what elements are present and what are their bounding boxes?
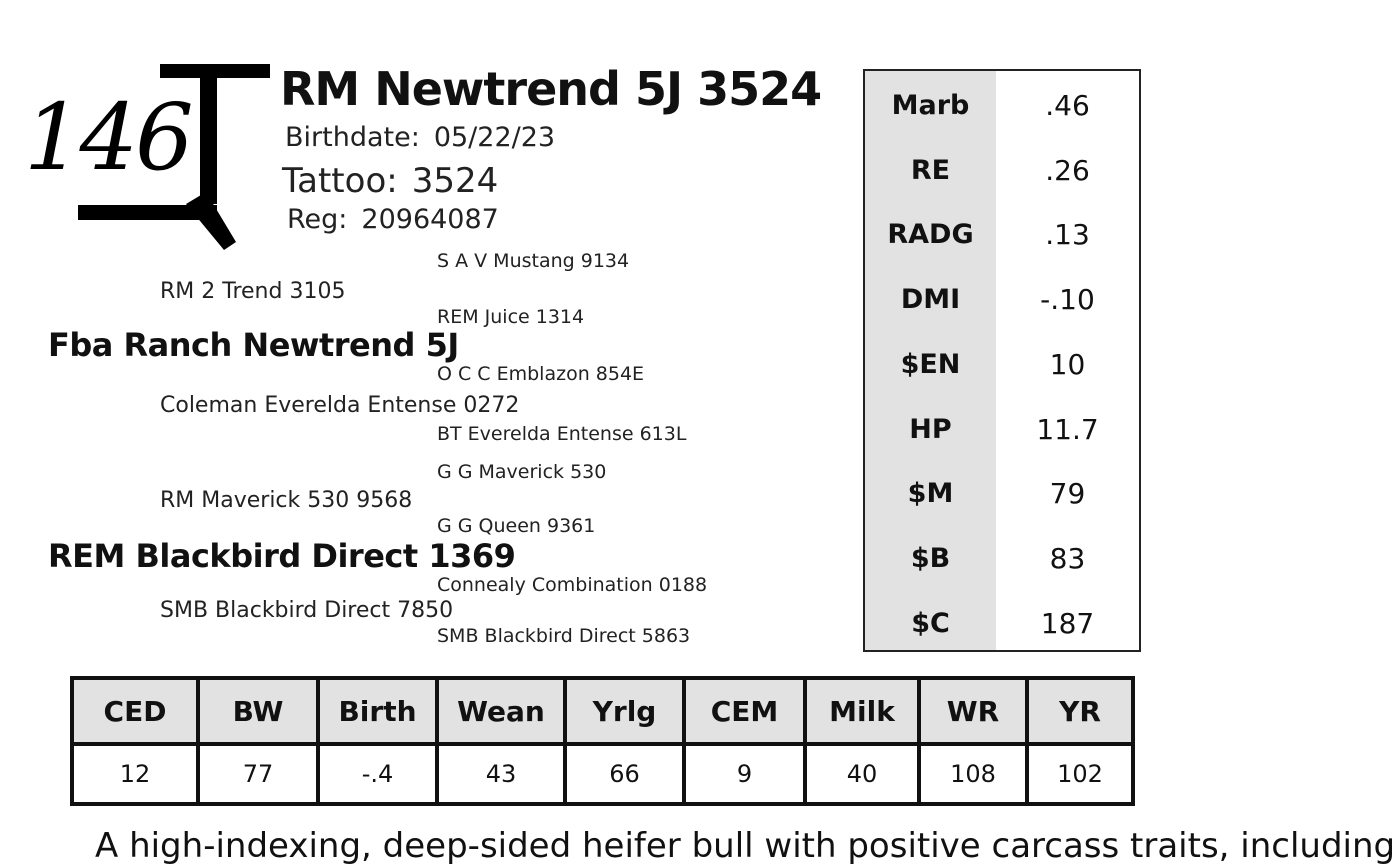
side-epd-row [865,461,1139,526]
tattoo-value: 3524 [411,161,499,201]
animal-name: RM Newtrend 5J 3524 [280,62,822,116]
pedigree-dam-dam-dam: SMB Blackbird Direct 5863 [437,625,691,647]
side-epd-label: HP [909,413,952,445]
side-epd-row [865,138,1139,203]
epd-value-yr: 102 [1027,744,1133,804]
pedigree-sire: Fba Ranch Newtrend 5J [48,326,459,364]
epd-value-milk: 40 [805,744,919,804]
side-epd-row [865,397,1139,462]
side-epd-value: 187 [1040,606,1095,640]
side-epd-row [865,591,1139,656]
epd-header-birth: Birth [318,678,437,744]
side-epd-row [865,202,1139,267]
pedigree-dam-sire-dam: G G Queen 9361 [437,515,596,537]
side-epd-label: RADG [887,218,974,250]
birthdate-label: Birthdate: [285,122,420,153]
epd-value-yrlg: 66 [565,744,684,804]
footer-note: A high-indexing, deep-sided heifer bull with positive carcass traits, including [95,826,1395,866]
side-epd-table [863,69,1141,652]
epd-value-ced: 12 [72,744,198,804]
lot-number: 146 [24,84,191,191]
side-epd-value: -.10 [1040,282,1095,316]
epd-value-wr: 108 [919,744,1027,804]
pedigree-sire-dam: Coleman Everelda Entense 0272 [160,393,520,418]
epd-header-wean: Wean [437,678,565,744]
epd-header-row [72,678,1133,744]
tattoo-label: Tattoo: [282,161,398,201]
side-epd-value: 79 [1049,476,1086,510]
pedigree-dam-dam-sire: Connealy Combination 0188 [437,574,708,596]
side-epd-value: 83 [1049,541,1086,575]
side-epd-row [865,73,1139,138]
side-epd-label: DMI [900,283,961,315]
pedigree-dam: REM Blackbird Direct 1369 [48,537,516,575]
epd-header-yr: YR [1027,678,1133,744]
brand-stem [200,64,217,204]
side-epd-label: $C [911,607,950,639]
side-epd-value: .13 [1045,217,1090,251]
side-epd-value: .46 [1045,88,1090,122]
epd-header-cem: CEM [684,678,805,744]
epd-header-ced: CED [72,678,198,744]
epd-value-birth: -.4 [318,744,437,804]
brand-leg [186,192,236,250]
epd-table [70,676,1135,806]
pedigree-sire-dam-sire: O C C Emblazon 854E [437,363,645,385]
epd-value-row [72,744,1133,804]
pedigree-dam-sire: RM Maverick 530 9568 [160,488,413,513]
side-epd-row [865,526,1139,591]
side-epd-row [865,332,1139,397]
registration-line [287,204,499,235]
side-epd-value: .26 [1045,153,1090,187]
side-epd-label: $EN [900,348,961,380]
birthdate-line [285,122,555,153]
registration-label: Reg: [287,204,348,235]
pedigree-sire-sire: RM 2 Trend 3105 [160,279,346,304]
epd-header-milk: Milk [805,678,919,744]
epd-value-wean: 43 [437,744,565,804]
birthdate-value: 05/22/23 [433,122,556,153]
epd-header-bw: BW [198,678,318,744]
epd-header-yrlg: Yrlg [565,678,684,744]
side-epd-label: $M [907,477,954,509]
pedigree-sire-sire-dam: REM Juice 1314 [437,306,585,328]
epd-header-wr: WR [919,678,1027,744]
tattoo-line [282,161,498,201]
pedigree-dam-sire-sire: G G Maverick 530 [437,461,607,483]
epd-value-bw: 77 [198,744,318,804]
pedigree-dam-dam: SMB Blackbird Direct 7850 [160,598,454,623]
pedigree-sire-sire-sire: S A V Mustang 9134 [437,250,630,272]
registration-value: 20964087 [361,204,499,235]
side-epd-value: 10 [1049,347,1086,381]
side-epd-label: $B [910,542,951,574]
epd-value-cem: 9 [684,744,805,804]
pedigree-sire-dam-dam: BT Everelda Entense 613L [437,423,687,445]
side-epd-value: 11.7 [1036,412,1099,446]
side-epd-label: RE [910,154,951,186]
ranch-brand-logo [78,64,278,254]
side-epd-label: Marb [891,89,970,121]
side-epd-row [865,267,1139,332]
